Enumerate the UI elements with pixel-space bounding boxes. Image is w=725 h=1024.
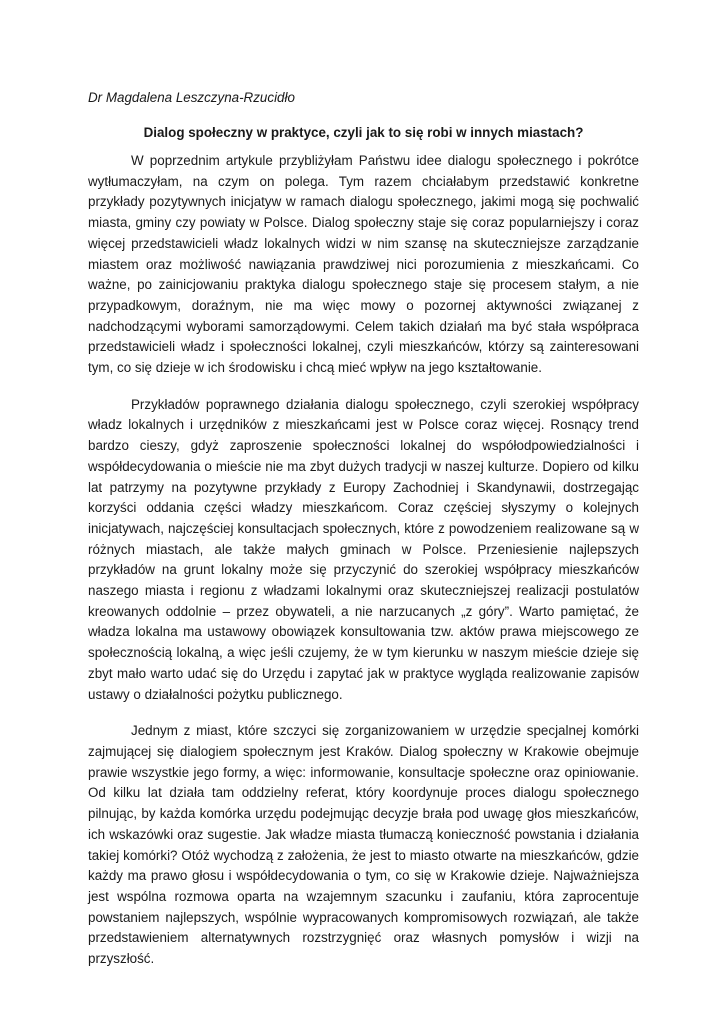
article-title: Dialog społeczny w praktyce, czyli jak to się robi w innych miastach? <box>143 125 584 140</box>
paragraph-3: Jednym z miast, które szczyci się zorganizowaniem w urzędzie specjalnej komórki zajmującej się dialogiem społecznym jest Kraków. Dialog społeczny w Krakowie obejmuje prawie wszystkie jego formy, a więc: informowanie, konsultacje społeczne oraz opiniowanie. Od kilku lat działa tam oddzielny referat, który koordynuje proces dialogu społecznego pilnując, by każda komórka urzędu podejmując decyzje brała pod uwagę głos mieszkańców, ich wskazówki oraz sugestie. Jak władze miasta tłumaczą konieczność powstania i działania takiej komórki? Otóż wychodzą z założenia, że jest to miasto otwarte na mieszkańców, gdzie każdy ma prawo głosu i współdecydowania o tym, co się w Krakowie dzieje. Najważniejsza jest wspólna rozmowa oparta na wzajemnym szacunku i zaufaniu, która zaprocentuje powstaniem najlepszych, wspólnie wypracowanych kompromisowych rozwiązań, ale także przedstawieniem alternatywnych rozstrzygnięć oraz własnych pomysłów i wizji na przyszłość. <box>88 723 639 967</box>
author-name: Dr Magdalena Leszczyna-Rzucidło <box>88 90 295 105</box>
paragraph-2: Przykładów poprawnego działania dialogu społecznego, czyli szerokiej współpracy władz lokalnych i urzędników z mieszkańcami jest w Polsce coraz więcej. Rosnący trend bardzo cieszy, gdyż zaproszenie społeczności lokalnej do współodpowiedzialności i współdecydowania o mieście nie ma zbyt dużych tradycji w naszej kulturze. Dopiero od kilku lat patrzymy na pozytywne przykłady z Europy Zachodniej i Skandynawii, dostrzegając korzyści oddania części władzy mieszkańcom. Coraz częściej słyszymy o kolejnych inicjatywach, najczęściej konsultacjach społecznych, które z powodzeniem realizowane są w różnych miastach, ale także małych gminach w Polsce. Przeniesienie najlepszych przykładów na grunt lokalny może się przyczynić do szerokiej współpracy mieszkańców naszego miasta i regionu z władzami lokalnymi oraz skuteczniejszej realizacji postulatów kreowanych oddolnie – przez obywateli, a nie narzucanych „z góry”. Warto pamiętać, że władza lokalna ma ustawowy obowiązek konsultowania tzw. aktów prawa miejscowego ze społecznością lokalną, a więc jeśli czujemy, że w tym kierunku w naszym mieście dzieje się zbyt mało warto udać się do Urzędu i zapytać jak w praktyce wygląda realizowanie zapisów ustawy o działalności pożytku publicznego. <box>88 396 639 702</box>
paragraph-1: W poprzednim artykule przybliżyłam Państwu idee dialogu społecznego i pokrótce wytłumaczyłam, na czym on polega. Tym razem chciałabym przedstawić konkretne przykłady pozytywnych inicjatyw w ramach dialogu społecznego, jakimi mogą się pochwalić miasta, gminy czy powiaty w Polsce. Dialog społeczny staje się coraz popularniejszy i coraz więcej przedstawicieli władz lokalnych widzi w nim szansę na skuteczniejsze zarządzanie miastem oraz możliwość nawiązania prawdziwej nici porozumienia z mieszkańcami. Co ważne, po zainicjowaniu praktyka dialogu społecznego staje się procesem stałym, a nie przypadkowym, doraźnym, nie ma więc mowy o pozornej aktywności związanej z nadchodzącymi wyborami samorządowymi. Celem takich działań ma być stała współpraca przedstawicieli władz i społeczności lokalnej, czyli mieszkańców, którzy są zainteresowani tym, co się dzieje w ich środowisku i chcą mieć wpływ na jego kształtowanie. <box>88 153 639 376</box>
